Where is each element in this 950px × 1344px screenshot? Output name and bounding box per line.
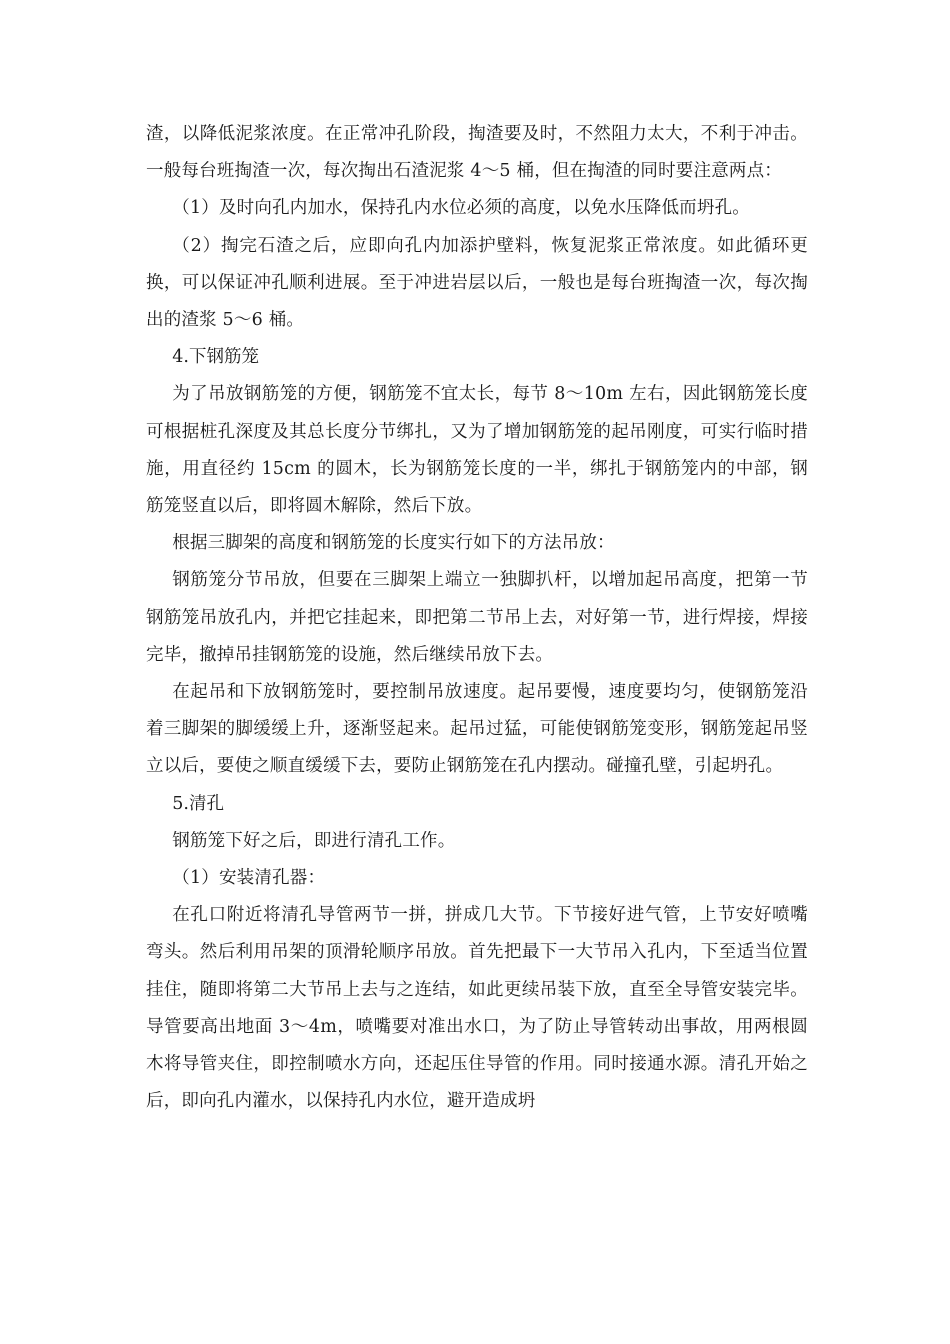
paragraph-hoisting-method: 根据三脚架的高度和钢筋笼的长度实行如下的方法吊放：	[172, 533, 615, 554]
document-body	[146, 116, 808, 1120]
paragraph-start-cleaning: 钢筋笼下好之后，即进行清孔工作。	[172, 830, 456, 851]
section-heading-hole-cleaning: 5.清孔	[172, 793, 224, 814]
paragraph-note-1: （1）及时向孔内加水，保持孔内水位必须的高度，以免水压降低而坍孔。	[172, 198, 750, 219]
paragraph-sectional-hoisting: 钢筋笼分节吊放，但要在三脚架上端立一独脚扒杆，以增加起吊高度，把第一节钢筋笼吊放孔内，并把它挂起来，即把第二节吊上去，对好第一节，进行焊接，焊接完毕，撤掉吊挂钢筋笼的设施，然后继续吊放下去。	[146, 570, 808, 665]
paragraph-hoisting-speed: 在起吊和下放钢筋笼时，要控制吊放速度。起吊要慢，速度要均匀，使钢筋笼沿着三脚架的脚缓缓上升，逐渐竖起来。起吊过猛，可能使钢筋笼变形，钢筋笼起吊竖立以后，要使之顺直缓缓下去，要防止钢筋笼在孔内摆动。碰撞孔壁，引起坍孔。	[146, 682, 808, 777]
paragraph-install-cleaner: （1）安装清孔器：	[172, 868, 326, 889]
section-heading-rebar-cage: 4.下钢筋笼	[172, 347, 259, 368]
paragraph-rebar-cage-length: 为了吊放钢筋笼的方便，钢筋笼不宜太长，每节 8～10m 左右，因此钢筋笼长度可根据桩孔深度及其总长度分节绑扎，又为了增加钢筋笼的起吊刚度，可实行临时措施，用直径约 15cm 的圆木，长为钢筋笼长度的一半，绑扎于钢筋笼内的中部，钢筋笼竖直以后，即将圆木解除，然后下放。	[146, 384, 808, 517]
paragraph-cleaner-procedure: 在孔口附近将清孔导管两节一拼，拼成几大节。下节接好进气管，上节安好喷嘴弯头。然后利用吊架的顶滑轮顺序吊放。首先把最下一大节吊入孔内，下至适当位置挂住，随即将第二大节吊上去与之连结，如此更续吊装下放，直至全导管安装完毕。导管要高出地面 3～4m，喷嘴要对准出水口，为了防止导管转动出事故，用两根圆木将导管夹住，即控制喷水方向，还起压住导管的作用。同时接通水源。清孔开始之后，即向孔内灌水，以保持孔内水位，避开造成坍	[146, 905, 808, 1112]
paragraph-continuation: 渣，以降低泥浆浓度。在正常冲孔阶段，掏渣要及时，不然阻力太大，不利于冲击。一般每台班掏渣一次，每次掏出石渣泥浆 4～5 桶，但在掏渣的同时要注意两点：	[146, 124, 808, 182]
paragraph-note-2: （2）掏完石渣之后，应即向孔内加添护壁料，恢复泥浆正常浓度。如此循环更换，可以保证冲孔顺利进展。至于冲进岩层以后，一般也是每台班掏渣一次，每次掏出的渣浆 5～6 桶。	[146, 235, 808, 331]
